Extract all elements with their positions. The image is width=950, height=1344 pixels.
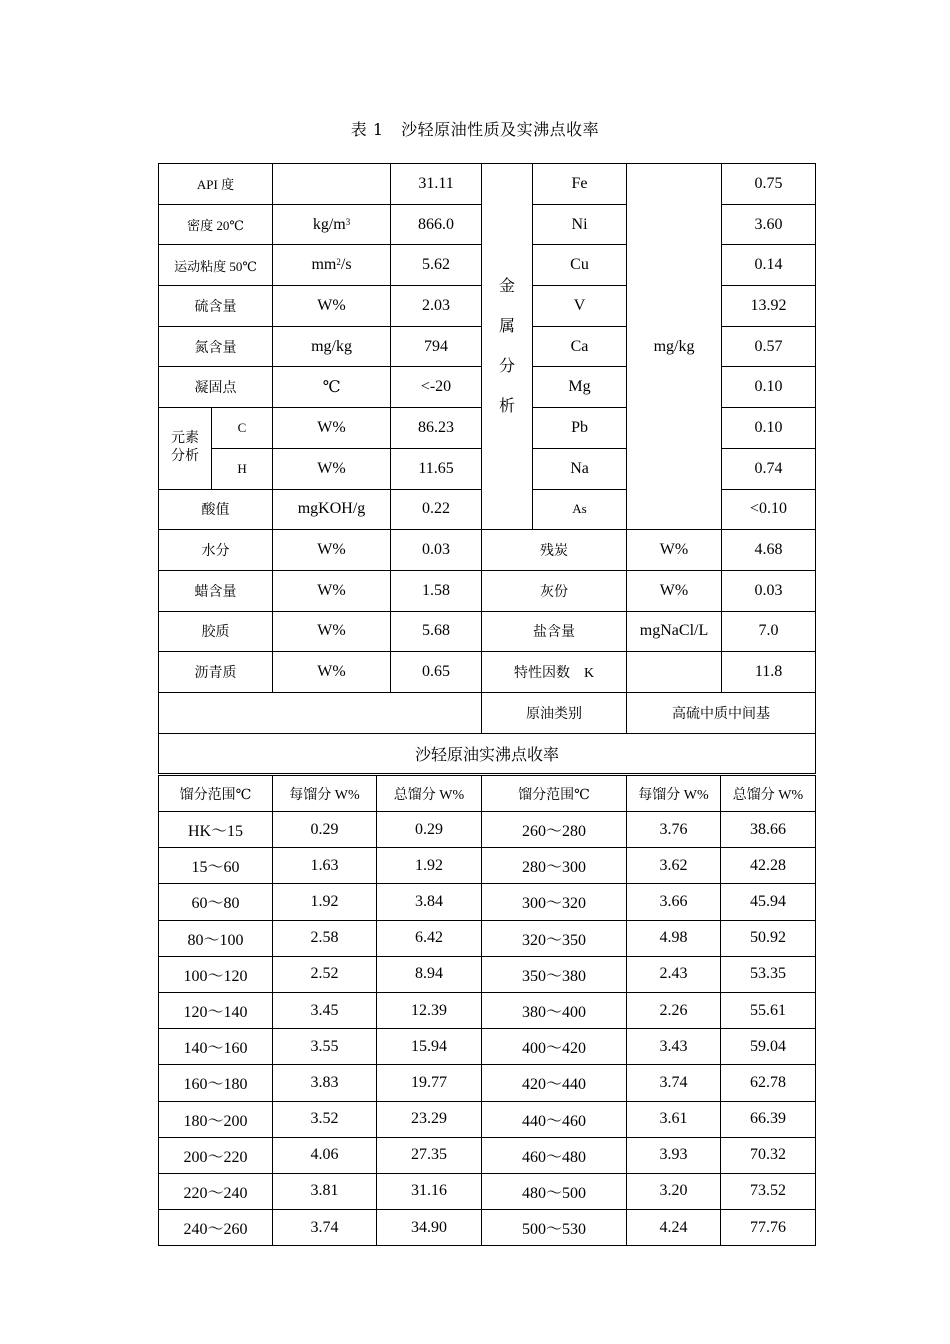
prop-value: 5.62 [391,245,482,286]
table-cell: 3.62 [627,848,721,884]
table-cell: 4.98 [627,920,721,956]
table-cell: 27.35 [377,1137,482,1173]
table-row [159,884,816,920]
table-cell: 70.32 [721,1137,816,1173]
table-cell: 1.63 [273,848,377,884]
metal-name: Pb [533,408,627,449]
prop-unit: W% [273,408,391,449]
metal-value: 0.75 [722,164,816,205]
prop-name: API 度 [159,164,273,205]
table-row [159,692,816,733]
metal-analysis-label: 金 属 分 析 [482,164,533,530]
column-header: 馏分范围℃ [482,776,627,812]
prop-value: 1.58 [391,570,482,611]
table-cell: 15.94 [377,1029,482,1065]
other-unit: W% [627,570,722,611]
prop-name: 酸值 [159,489,273,530]
other-value: 7.0 [722,611,816,652]
prop-name: 沥青质 [159,652,273,693]
table-cell: 15～60 [159,848,273,884]
table-cell: 6.42 [377,920,482,956]
metal-name: Fe [533,164,627,205]
prop-unit: W% [273,448,391,489]
metal-name: V [533,286,627,327]
other-name: 残炭 [482,530,627,571]
table-cell: 3.83 [273,1065,377,1101]
crude-type-value: 高硫中质中间基 [627,692,816,733]
prop-unit: ℃ [273,367,391,408]
table-cell: 440～460 [482,1101,627,1137]
table-cell: 120～140 [159,992,273,1028]
table-cell: 380～400 [482,992,627,1028]
table-cell: 2.26 [627,992,721,1028]
prop-name: 密度 20℃ [159,204,273,245]
table-cell: 38.66 [721,812,816,848]
metal-name: Ni [533,204,627,245]
table-cell: 300～320 [482,884,627,920]
prop-unit: W% [273,570,391,611]
table-cell: 3.43 [627,1029,721,1065]
table-number: 表 1 [350,120,384,139]
column-header: 每馏分 W% [273,776,377,812]
table-cell: 1.92 [273,884,377,920]
table-cell: 59.04 [721,1029,816,1065]
table-cell: 0.29 [377,812,482,848]
other-unit [627,652,722,693]
metal-value: 0.57 [722,326,816,367]
table-row [159,992,816,1028]
metal-name: Mg [533,367,627,408]
prop-name: 水分 [159,530,273,571]
prop-unit [273,164,391,205]
other-name: 特性因数 K [482,652,627,693]
table-cell: 53.35 [721,956,816,992]
table-cell: 240～260 [159,1210,273,1246]
table-caption [0,117,950,140]
other-name: 灰份 [482,570,627,611]
metal-name: Cu [533,245,627,286]
table-cell: 1.92 [377,848,482,884]
table-row [159,164,816,205]
table-cell: 66.39 [721,1101,816,1137]
prop-value: 86.23 [391,408,482,449]
column-header: 馏分范围℃ [159,776,273,812]
table-cell: 34.90 [377,1210,482,1246]
table-cell: 500～530 [482,1210,627,1246]
prop-unit: W% [273,652,391,693]
prop-name: 凝固点 [159,367,273,408]
table-cell: 220～240 [159,1173,273,1209]
table-cell: 55.61 [721,992,816,1028]
table-row [159,848,816,884]
table-cell: 3.45 [273,992,377,1028]
table-row [159,530,816,571]
table-cell: 3.61 [627,1101,721,1137]
prop-unit: $kg/m^3$ [273,204,391,245]
tbp-title: 沙轻原油实沸点收率 [159,733,816,774]
table-cell: 460～480 [482,1137,627,1173]
table-row [159,733,816,774]
table-cell: 3.66 [627,884,721,920]
table-cell: 12.39 [377,992,482,1028]
table-cell: 400～420 [482,1029,627,1065]
table-cell: 77.76 [721,1210,816,1246]
other-value: 0.03 [722,570,816,611]
table-cell: 260～280 [482,812,627,848]
table-cell: 480～500 [482,1173,627,1209]
prop-unit: W% [273,611,391,652]
table-row [159,1137,816,1173]
table-cell: 45.94 [721,884,816,920]
table-cell: 3.81 [273,1173,377,1209]
other-value: 11.8 [722,652,816,693]
metal-name: Ca [533,326,627,367]
prop-value: 794 [391,326,482,367]
prop-name: 运动粘度 50℃ [159,245,273,286]
table-cell: 23.29 [377,1101,482,1137]
table-cell: 2.58 [273,920,377,956]
table-cell: 62.78 [721,1065,816,1101]
prop-value: 5.68 [391,611,482,652]
table-cell: 2.43 [627,956,721,992]
table-cell: 42.28 [721,848,816,884]
table-cell: 3.52 [273,1101,377,1137]
table-cell: 19.77 [377,1065,482,1101]
empty-cell [159,692,482,733]
prop-value: 0.03 [391,530,482,571]
metal-value: 13.92 [722,286,816,327]
prop-value: 866.0 [391,204,482,245]
metal-unit: mg/kg [627,164,722,530]
prop-name: 胶质 [159,611,273,652]
table-row [159,1065,816,1101]
prop-unit: mg/kg [273,326,391,367]
table-cell: 280～300 [482,848,627,884]
table-cell: 420～440 [482,1065,627,1101]
column-header: 总馏分 W% [377,776,482,812]
other-value: 4.68 [722,530,816,571]
table-cell: 3.84 [377,884,482,920]
metal-value: 0.74 [722,448,816,489]
table-row [159,1210,816,1246]
column-header: 总馏分 W% [721,776,816,812]
prop-value: 11.65 [391,448,482,489]
table-cell: 200～220 [159,1137,273,1173]
table-cell: 350～380 [482,956,627,992]
table-row [159,812,816,848]
crude-type-label: 原油类别 [482,692,627,733]
prop-value: 0.65 [391,652,482,693]
prop-value: <-20 [391,367,482,408]
column-header: 每馏分 W% [627,776,721,812]
table-title: 沙轻原油性质及实沸点收率 [401,120,600,139]
metal-value: 0.14 [722,245,816,286]
table-cell: 140～160 [159,1029,273,1065]
properties-table [158,163,816,774]
other-unit: W% [627,530,722,571]
other-unit: mgNaCl/L [627,611,722,652]
table-cell: 100～120 [159,956,273,992]
table-cell: 73.52 [721,1173,816,1209]
table-cell: 31.16 [377,1173,482,1209]
element-analysis-label: 元素 分析 [159,408,212,489]
table-cell: 2.52 [273,956,377,992]
table-row [159,1029,816,1065]
table-row [159,611,816,652]
prop-name: H [212,448,273,489]
table-cell: 8.94 [377,956,482,992]
table-cell: 180～200 [159,1101,273,1137]
metal-value: 0.10 [722,367,816,408]
table-row [159,652,816,693]
table-cell: 3.55 [273,1029,377,1065]
prop-value: 0.22 [391,489,482,530]
table-cell: 320～350 [482,920,627,956]
prop-unit: $mm^2/s$ [273,245,391,286]
table-row [159,570,816,611]
prop-name: 蜡含量 [159,570,273,611]
prop-name: 氮含量 [159,326,273,367]
tbp-table [158,775,816,1246]
other-name: 盐含量 [482,611,627,652]
prop-value: 2.03 [391,286,482,327]
table-row [159,1101,816,1137]
table-cell: HK～15 [159,812,273,848]
table-cell: 3.93 [627,1137,721,1173]
metal-name: Na [533,448,627,489]
table-row [159,920,816,956]
prop-value: 31.11 [391,164,482,205]
metal-value: <0.10 [722,489,816,530]
table-row [159,1173,816,1209]
table-cell: 4.06 [273,1137,377,1173]
table-cell: 0.29 [273,812,377,848]
table-cell: 60～80 [159,884,273,920]
prop-unit: W% [273,530,391,571]
table-cell: 50.92 [721,920,816,956]
prop-unit: mgKOH/g [273,489,391,530]
table-cell: 3.76 [627,812,721,848]
prop-name: C [212,408,273,449]
table-cell: 160～180 [159,1065,273,1101]
table-row [159,956,816,992]
table-cell: 3.74 [627,1065,721,1101]
metal-value: 3.60 [722,204,816,245]
table-cell: 80～100 [159,920,273,956]
table-cell: 4.24 [627,1210,721,1246]
prop-unit: W% [273,286,391,327]
table-cell: 3.74 [273,1210,377,1246]
metal-value: 0.10 [722,408,816,449]
prop-name: 硫含量 [159,286,273,327]
table-cell: 3.20 [627,1173,721,1209]
metal-name: As [533,489,627,530]
tbp-header-row [159,776,816,812]
